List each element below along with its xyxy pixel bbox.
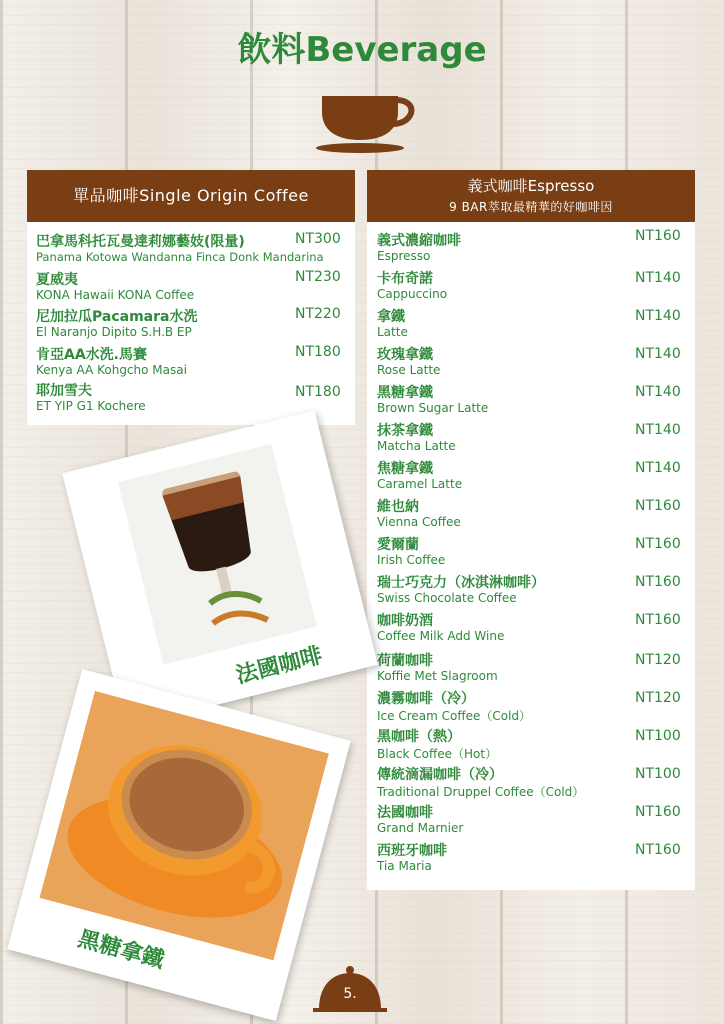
item-name-zh: 抹茶拿鐵 [377, 423, 433, 439]
item-name-zh: 卡布奇諾 [377, 271, 433, 287]
menu-item [367, 726, 695, 764]
item-name-zh: 維也納 [377, 499, 419, 515]
item-name-zh: 夏威夷 [36, 272, 78, 288]
item-name-zh: 義式濃縮咖啡 [377, 233, 461, 249]
item-price: NT140 [635, 384, 681, 400]
coffee-cup-icon [312, 92, 418, 156]
item-price: NT160 [635, 804, 681, 820]
espresso-header-subtitle: 9 BAR萃取最精華的好咖啡因 [449, 200, 613, 214]
item-name-zh: 玫瑰拿鐵 [377, 347, 433, 363]
item-name-en: Caramel Latte [377, 477, 463, 491]
item-name-zh: 拿鐵 [377, 309, 405, 325]
menu-item [27, 306, 355, 344]
espresso-panel [367, 170, 695, 890]
item-name-zh: 耶加雪夫 [36, 383, 92, 399]
item-name-en: Black Coffee（Hot） [377, 747, 498, 761]
item-name-en: Grand Marnier [377, 821, 464, 835]
french-coffee-photo [118, 444, 317, 665]
item-name-en: Brown Sugar Latte [377, 401, 489, 415]
item-name-en: Kenya AA Kohgcho Masai [36, 363, 187, 377]
menu-item [27, 231, 355, 269]
single-origin-header: 單品咖啡Single Origin Coffee [27, 170, 355, 222]
item-price: NT120 [635, 652, 681, 668]
item-name-zh: 西班牙咖啡 [377, 843, 447, 859]
item-price: NT140 [635, 308, 681, 324]
item-name-zh: 傳統滴漏咖啡（冷） [377, 767, 503, 783]
item-name-zh: 法國咖啡 [377, 805, 433, 821]
menu-item [367, 534, 695, 572]
item-name-zh: 咖啡奶酒 [377, 613, 433, 629]
menu-item [367, 688, 695, 726]
espresso-header [367, 170, 695, 222]
item-name-zh: 黑咖啡（熱） [377, 729, 461, 745]
item-price: NT160 [635, 498, 681, 514]
item-price: NT160 [635, 612, 681, 628]
item-name-en: ET YIP G1 Kochere [36, 399, 146, 413]
menu-item [367, 610, 695, 648]
latte-cup-illustration [40, 691, 329, 960]
item-name-en: Traditional Druppel Coffee（Cold） [377, 785, 585, 799]
item-price: NT160 [635, 842, 681, 858]
menu-item [27, 269, 355, 307]
page-title: 飲料Beverage [237, 30, 487, 70]
item-name-en: KONA Hawaii KONA Coffee [36, 288, 195, 302]
single-origin-panel [27, 170, 355, 425]
item-name-en: Koffie Met Slagroom [377, 669, 498, 683]
item-name-zh: 愛爾蘭 [377, 537, 419, 553]
menu-item [367, 230, 695, 268]
menu-item [367, 420, 695, 458]
menu-item [367, 840, 695, 878]
item-price: NT140 [635, 422, 681, 438]
item-name-zh: 焦糖拿鐵 [377, 461, 433, 477]
item-price: NT160 [635, 536, 681, 552]
item-name-en: Swiss Chocolate Coffee [377, 591, 517, 605]
menu-item [367, 764, 695, 802]
item-name-en: Vienna Coffee [377, 515, 461, 529]
item-name-zh: 瑞士巧克力（冰淇淋咖啡） [377, 575, 545, 591]
menu-item [367, 650, 695, 688]
photo-caption: 黑糖拿鐵 [75, 926, 167, 974]
item-price: NT160 [635, 228, 681, 244]
espresso-header-title: 義式咖啡Espresso [467, 177, 595, 195]
item-name-en: Rose Latte [377, 363, 441, 377]
menu-item [367, 268, 695, 306]
item-name-zh: 巴拿馬科托瓦曼達莉娜藝妓(限量) [36, 234, 245, 250]
menu-item [27, 344, 355, 382]
item-name-zh: 濃霧咖啡（冷） [377, 691, 475, 707]
item-price: NT100 [635, 728, 681, 744]
item-name-en: El Naranjo Dipito S.H.B EP [36, 325, 192, 339]
item-price: NT140 [635, 460, 681, 476]
item-name-en: Ice Cream Coffee（Cold） [377, 709, 532, 723]
item-name-en: Matcha Latte [377, 439, 456, 453]
menu-item [367, 802, 695, 840]
glass-drink-illustration [118, 444, 317, 665]
page-number: 5. [343, 986, 357, 1002]
menu-item [367, 572, 695, 610]
item-name-en: Coffee Milk Add Wine [377, 629, 505, 643]
item-name-en: Panama Kotowa Wandanna Finca Donk Mandarina [36, 250, 324, 264]
menu-item [367, 458, 695, 496]
item-name-zh: 荷蘭咖啡 [377, 653, 433, 669]
item-price: NT100 [635, 766, 681, 782]
item-name-zh: 肯亞AA水洗.馬賽 [36, 347, 147, 363]
item-name-en: Espresso [377, 249, 431, 263]
item-name-en: Irish Coffee [377, 553, 446, 567]
item-price: NT220 [295, 306, 341, 322]
item-price: NT180 [295, 384, 341, 400]
menu-item [367, 496, 695, 534]
menu-item [367, 382, 695, 420]
item-price: NT140 [635, 346, 681, 362]
item-price: NT120 [635, 690, 681, 706]
item-price: NT180 [295, 344, 341, 360]
menu-item [367, 344, 695, 382]
brown-sugar-latte-photo [40, 691, 329, 960]
item-name-en: Latte [377, 325, 408, 339]
item-price: NT230 [295, 269, 341, 285]
photo-caption: 法國咖啡 [233, 643, 325, 689]
item-name-en: Cappuccino [377, 287, 448, 301]
item-price: NT300 [295, 231, 341, 247]
item-price: NT160 [635, 574, 681, 590]
photo-card-brown-sugar-latte [7, 669, 351, 1021]
item-name-en: Tia Maria [377, 859, 432, 873]
item-name-zh: 尼加拉瓜Pacamara水洗 [36, 309, 198, 325]
item-price: NT140 [635, 270, 681, 286]
menu-item [367, 306, 695, 344]
item-name-zh: 黑糖拿鐵 [377, 385, 433, 401]
